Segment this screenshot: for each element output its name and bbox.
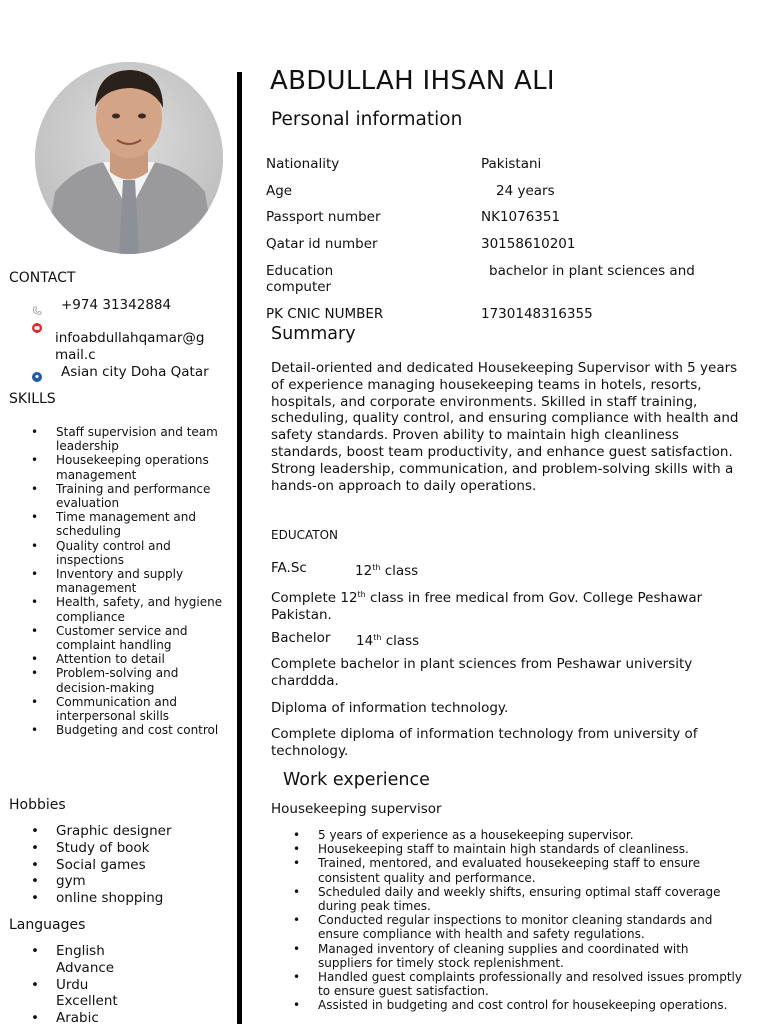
education-heading: EDUCATON <box>271 528 339 542</box>
skill-item: • Health, safety, and hygiene compliance <box>29 595 229 623</box>
skill-item: • Budgeting and cost control <box>29 723 229 737</box>
fsc-desc-sup: th <box>357 590 366 599</box>
language-name: • English <box>56 943 105 959</box>
skill-item: • Communication and interpersonal skills <box>29 695 229 723</box>
personal-info-clipped-row <box>266 306 756 318</box>
skill-item: • Staff supervision and team leadership <box>29 425 229 453</box>
bachelor-label: Bachelor <box>271 630 331 646</box>
skill-item: • Attention to detail <box>29 652 229 666</box>
skill-item: • Customer service and complaint handling <box>29 624 229 652</box>
fsc-desc-pre: Complete 12 <box>271 590 358 606</box>
clipped-value: 1730148316355 <box>481 306 593 318</box>
fsc-sup: th <box>372 563 381 572</box>
email-icon <box>32 318 42 328</box>
language-item <box>29 1010 229 1027</box>
education-bachelor-line <box>271 630 749 647</box>
language-name: • Urdu <box>56 976 89 993</box>
info-value: 30158610201 <box>481 236 576 253</box>
bachelor-class <box>356 630 419 650</box>
contact-heading: CONTACT <box>9 270 76 286</box>
summary-heading: Summary <box>271 324 356 344</box>
hobbies-heading: Hobbies <box>9 797 66 813</box>
work-item: • Managed inventory of cleaning supplies and coordinated with suppliers for timely stock replenishment. <box>291 942 746 970</box>
location-icon <box>32 367 42 377</box>
work-item: • Scheduled daily and weekly shifts, ensuring optimal staff coverage during peak times. <box>291 885 746 913</box>
info-row <box>266 236 756 263</box>
profile-photo <box>35 62 223 254</box>
skills-heading: SKILLS <box>9 391 56 407</box>
contact-phone: +974 31342884 <box>61 297 172 313</box>
bach-sup: th <box>373 633 382 642</box>
bach-num: 14 <box>356 633 374 649</box>
info-row-education <box>266 263 756 297</box>
work-list <box>291 828 746 1013</box>
hobby-item: • Social games <box>29 857 229 874</box>
contact-email-line2: mail.c <box>55 347 96 363</box>
skills-list <box>29 425 229 737</box>
info-value-cont: computer <box>266 278 332 295</box>
work-item: • Housekeeping staff to maintain high standards of cleanliness. <box>291 842 746 856</box>
applicant-name: ABDULLAH IHSAN ALI <box>270 66 555 96</box>
contact-location: Asian city Doha Qatar <box>61 364 209 380</box>
personal-info-table <box>266 156 756 297</box>
work-item: • Trained, mentored, and evaluated housekeeping staff to ensure consistent quality and performance. <box>291 856 746 884</box>
education-bachelor-desc: Complete bachelor in plant sciences from Peshawar university charddda. <box>271 656 693 689</box>
language-item <box>29 977 229 1011</box>
info-value: NK1076351 <box>481 209 561 226</box>
vertical-divider <box>237 72 242 1024</box>
language-item <box>29 943 229 977</box>
info-value: 24 years <box>496 182 555 199</box>
skill-item: • Time management and scheduling <box>29 510 229 538</box>
phone-icon <box>32 301 42 311</box>
info-row <box>266 183 756 210</box>
fsc-class <box>355 560 418 580</box>
education-diploma-title: Diploma of information technology. <box>271 700 509 716</box>
info-row <box>266 156 756 183</box>
education-diploma-desc: Complete diploma of information technology from university of technology. <box>271 726 698 759</box>
contact-email-line1: infoabdullahqamar@g <box>55 330 205 346</box>
hobby-item: • Graphic designer <box>29 823 229 840</box>
language-level: Excellent <box>56 993 118 1010</box>
clipped-label: PK CNIC NUMBER <box>266 306 384 318</box>
language-name: • Arabic <box>56 1010 99 1027</box>
languages-heading: Languages <box>9 917 86 933</box>
fsc-class-word: class <box>384 563 419 579</box>
skill-item: • Inventory and supply management <box>29 567 229 595</box>
info-value: Pakistani <box>481 156 542 172</box>
languages-list <box>29 943 229 1027</box>
skill-item: • Training and performance evaluation <box>29 482 229 510</box>
hobby-item: • gym <box>29 873 229 890</box>
work-item: • Conducted regular inspections to monitor cleaning standards and ensure compliance with health and safety regulations. <box>291 913 746 941</box>
fsc-label: FA.Sc <box>271 560 307 576</box>
fsc-desc-post: class in free medical from Gov. College Peshawar Pakistan. <box>271 590 703 623</box>
skill-item: • Housekeeping operations management <box>29 453 229 481</box>
summary-text: Detail-oriented and dedicated Housekeeping Supervisor with 5 years of experience managing housekeeping teams in hotels, resorts, hospitals, and corporate environments. Skilled in staff training, scheduling, quality control, and ensuring compliance with health and safety standards. Proven ability to maintain high cleanliness standards, boost team productivity, and enhance guest satisfaction. Strong leadership, communication, and problem-solving skills with a hands-on approach to daily operations. <box>271 360 739 494</box>
work-subtitle: Housekeeping supervisor <box>271 801 442 817</box>
fsc-num: 12 <box>355 563 373 579</box>
info-label: Nationality <box>266 156 340 172</box>
work-item: • Assisted in budgeting and cost control for housekeeping operations. <box>291 998 746 1012</box>
education-fsc-line <box>271 560 749 577</box>
work-item: • Handled guest complaints professionally and resolved issues promptly to ensure guest satisfaction. <box>291 970 746 998</box>
info-row <box>266 209 756 236</box>
personal-info-heading: Personal information <box>271 109 463 130</box>
info-value: bachelor in plant sciences and <box>489 262 695 279</box>
info-label: Passport number <box>266 209 381 226</box>
work-heading: Work experience <box>283 770 430 790</box>
hobby-item: • online shopping <box>29 890 229 907</box>
info-label: Education <box>266 262 334 279</box>
language-level: Advance <box>56 959 115 976</box>
contact-email <box>55 330 205 364</box>
hobby-item: • Study of book <box>29 840 229 857</box>
hobbies-list <box>29 823 229 907</box>
bach-class-word: class <box>385 633 420 649</box>
info-label: Age <box>266 182 293 199</box>
education-fsc-desc <box>271 587 749 624</box>
info-label: Qatar id number <box>266 236 378 253</box>
skill-item: • Problem-solving and decision-making <box>29 666 229 694</box>
work-item: • 5 years of experience as a housekeeping supervisor. <box>291 828 746 842</box>
skill-item: • Quality control and inspections <box>29 539 229 567</box>
